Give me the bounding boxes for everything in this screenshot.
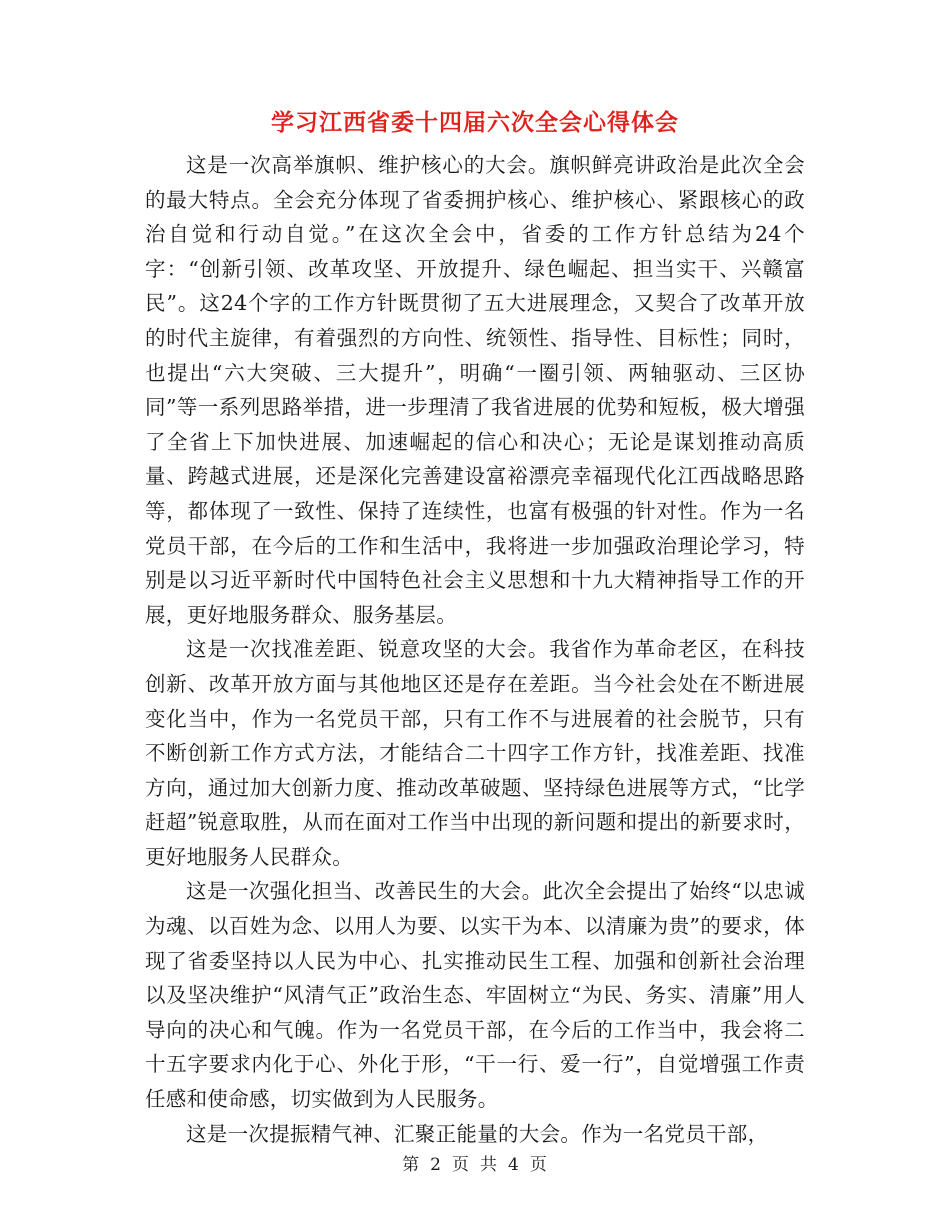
document-body [145,148,805,1151]
body-paragraph-3: 这是一次强化担当、改善民生的大会。此次全会提出了始终“以忠诚为魂、以百姓为念、以用人为要、以实干为本、以清廉为贵”的要求，体现了省委坚持以人民为中心、扎实推动民生工程、加强和创新社会治理以及坚决维护“风清气正”政治生态、牢固树立“为民、务实、清廉”用人导向的决心和气魄。作为一名党员干部，在今后的工作当中，我会将二十五字要求内化于心、外化于形，“干一行、爱一行”，自觉增强工作责任感和使命感，切实做到为人民服务。 [145,879,805,1112]
body-paragraph-1: 这是一次高举旗帜、维护核心的大会。旗帜鲜亮讲政治是此次全会的最大特点。全会充分体现了省委拥护核心、维护核心、紧跟核心的政治自觉和行动自觉。”在这次全会中，省委的工作方针总结为24个字：“创新引领、改革攻坚、开放提升、绿色崛起、担当实干、兴赣富民”。这24个字的工作方针既贯彻了五大进展理念，又契合了改革开放的时代主旋律，有着强烈的方向性、统领性、指导性、目标性；同时，也提出“六大突破、三大提升”，明确“一圈引领、两轴驱动、三区协同”等一系列思路举措，进一步理清了我省进展的优势和短板，极大增强了全省上下加快进展、加速崛起的信心和决心；无论是谋划推动高质量、跨越式进展，还是深化完善建设富裕漂亮幸福现代化江西战略思路等，都体现了一致性、保持了连续性，也富有极强的针对性。作为一名党员干部，在今后的工作和生活中，我将进一步加强政治理论学习，特别是以习近平新时代中国特色社会主义思想和十九大精神指导工作的开展，更好地服务群众、服务基层。 [145,153,805,627]
footer-total-label: 共 [480,1155,498,1175]
footer-current-page: 2 [430,1155,442,1175]
footer-total-pages: 4 [508,1155,520,1175]
body-paragraph-2: 这是一次找准差距、锐意攻坚的大会。我省作为革命老区，在科技创新、改革开放方面与其他地区还是存在差距。当今社会处在不断进展变化当中，作为一名党员干部，只有工作不与进展着的社会脱节，只有不断创新工作方式方法，才能结合二十四字工作方针，找准差距、找准方向，通过加大创新力度、推动改革破题、坚持绿色进展等方式，“比学赶超”锐意取胜，从而在面对工作当中出现的新问题和提出的新要求时，更好地服务人民群众。 [145,637,805,869]
document-title: 学习江西省委十四届六次全会心得体会 [271,109,679,136]
footer-total-unit: 页 [529,1155,548,1175]
footer-page-label: 第 [402,1155,421,1175]
body-paragraph-4: 这是一次提振精气神、汇聚正能量的大会。作为一名党员干部， [186,1121,769,1146]
footer-page-unit: 页 [452,1155,470,1175]
page-number-footer [0,1153,950,1177]
